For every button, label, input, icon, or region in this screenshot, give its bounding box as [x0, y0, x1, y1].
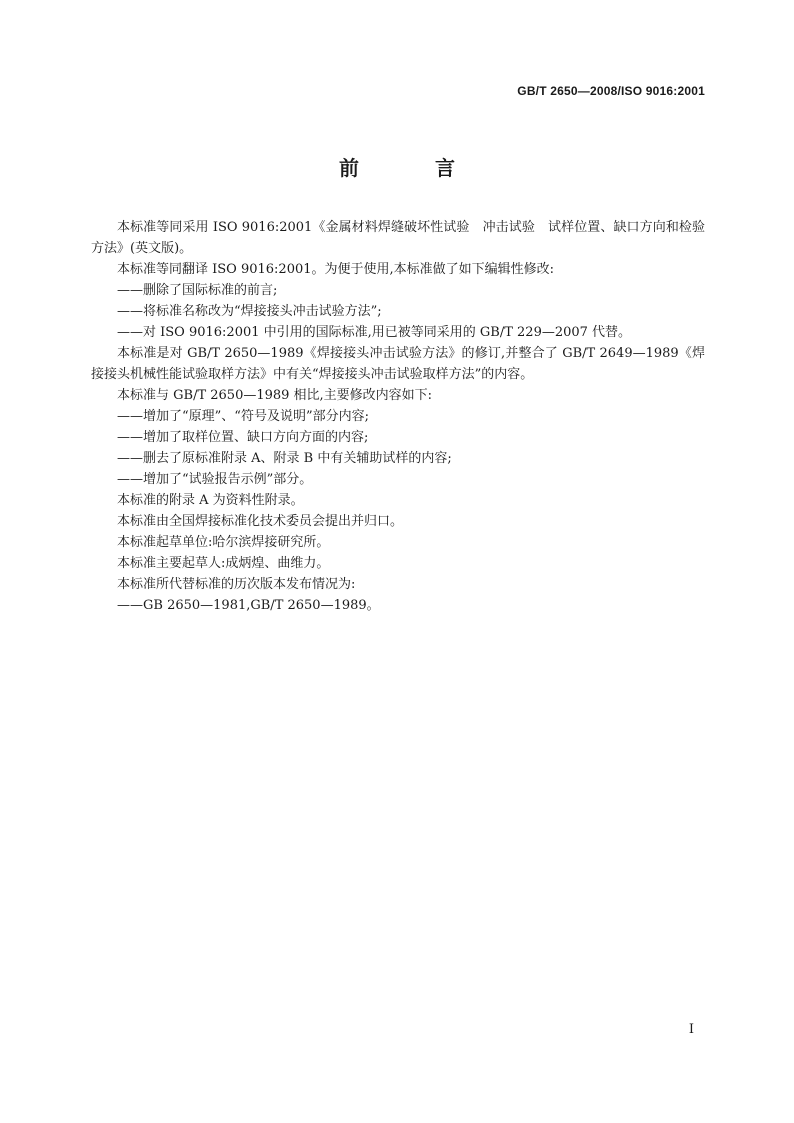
- paragraph-annex: 本标准的附录 A 为资料性附录。: [117, 493, 304, 508]
- paragraph-translation: 本标准等同翻译 ISO 9016:2001。为便于使用,本标准做了如下编辑性修改:: [117, 262, 555, 277]
- preface-body: [91, 217, 705, 616]
- list-item-history: ——GB 2650—1981,GB/T 2650—1989。: [117, 598, 380, 613]
- list-item-change: ——增加了“试验报告示例”部分。: [117, 472, 313, 487]
- paragraph-drafting-unit: 本标准起草单位:哈尔滨焊接研究所。: [117, 535, 330, 550]
- paragraph-drafters: 本标准主要起草人:成炳煌、曲维力。: [117, 556, 330, 571]
- page-title: 前 言: [339, 156, 483, 180]
- list-item-editorial: ——删除了国际标准的前言;: [117, 283, 278, 298]
- list-item-editorial: ——将标准名称改为“焊接接头冲击试验方法”;: [117, 304, 382, 319]
- list-item-editorial: ——对 ISO 9016:2001 中引用的国际标准,用已被等同采用的 GB/T 229—2007 代替。: [117, 325, 632, 340]
- paragraph-proposer: 本标准由全国焊接标准化技术委员会提出并归口。: [117, 514, 404, 529]
- paragraph-revision: 本标准是对 GB/T 2650—1989《焊接接头冲击试验方法》的修订,并整合了 GB/T 2649—1989《焊接接头机械性能试验取样方法》中有关“焊接接头冲击试验取样方法”的内容。: [91, 346, 705, 382]
- paragraph-adoption: 本标准等同采用 ISO 9016:2001《金属材料焊缝破坏性试验 冲击试验 试样位置、缺口方向和检验方法》(英文版)。: [91, 220, 705, 256]
- list-item-change: ——增加了取样位置、缺口方向方面的内容;: [117, 430, 369, 445]
- standard-code: GB/T 2650—2008/ISO 9016:2001: [517, 84, 705, 98]
- paragraph-history-intro: 本标准所代替标准的历次版本发布情况为:: [117, 577, 356, 592]
- page-number: I: [688, 1022, 694, 1037]
- list-item-change: ——增加了“原理”、“符号及说明”部分内容;: [117, 409, 369, 424]
- list-item-change: ——删去了原标准附录 A、附录 B 中有关辅助试样的内容;: [117, 451, 452, 466]
- paragraph-changes-intro: 本标准与 GB/T 2650—1989 相比,主要修改内容如下:: [117, 388, 433, 403]
